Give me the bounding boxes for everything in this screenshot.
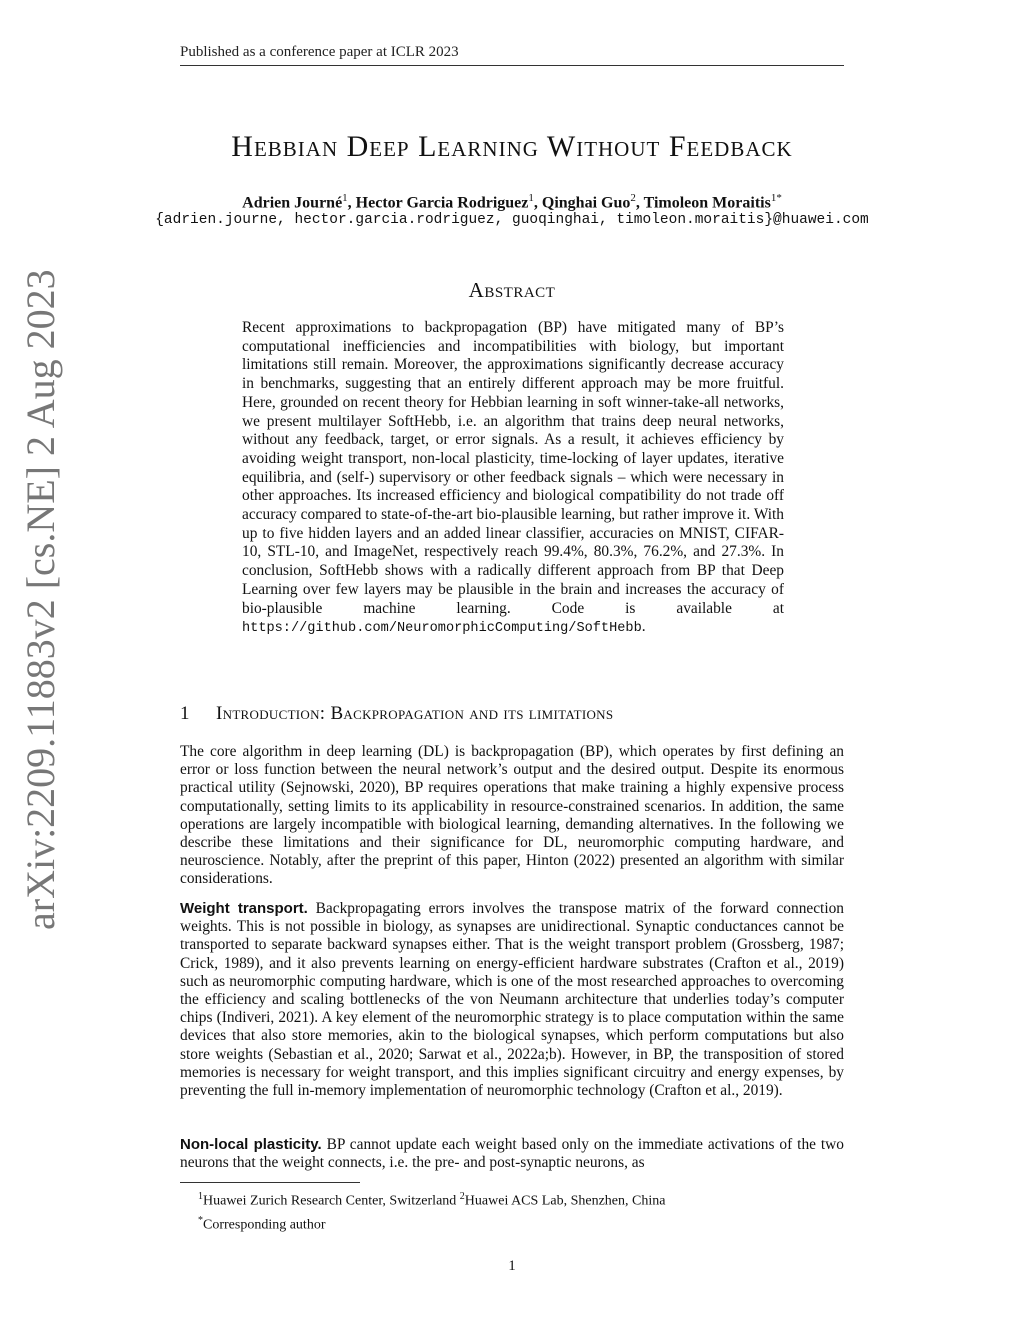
- author-emails: {adrien.journe, hector.garcia.rodriguez, guoqinghai, timoleon.moraitis}@huawei.com: [155, 212, 869, 228]
- author-name: Hector Garcia Rodriguez: [355, 194, 529, 212]
- footnote-mark: 1: [198, 1191, 203, 1202]
- page-number: 1: [508, 1258, 516, 1274]
- author-affiliation: 2: [630, 192, 636, 204]
- footnote-corresponding: [198, 1211, 665, 1235]
- abstract-text: Recent approximations to backpropagation (BP) have mitigated many of BP’s computational inefficiencies and incompatibilities with biology, but important limitations still remain. Moreover, the approximations significantly decrease accuracy in benchmarks, suggesting that an entirely different approach may be more fruitful. Here, grounded on recent theory for Hebbian learning in soft winner-take-all networks, we present multilayer SoftHebb, i.e. an algorithm that trains deep neural networks, without any feedback, target, or error signals. As a result, it achieves efficiency by avoiding weight transport, non-local plasticity, time-locking of layer updates, iterative equilibria, and (self-) supervisory or other feedback signals – which were necessary in other approaches. Its increased efficiency and biological compatibility do not trade off accuracy compared to state-of-the-art bio-plausible learning, but rather improve it. With up to five hidden layers and an added linear classifier, accuracies on MNIST, CIFAR-10, STL-10, and ImageNet, respectively reach 99.4%, 80.3%, 76.2%, and 27.3%. In conclusion, SoftHebb shows with a radically different approach from BP that Deep Learning over few layers may be plausible in the brain and increases the accuracy of bio-plausible machine learning. Code is available at: [242, 319, 784, 617]
- weight-transport-heading: Weight transport.: [180, 900, 308, 917]
- footnote-mark: *: [198, 1214, 203, 1226]
- nonlocal-plasticity-paragraph: [180, 1136, 844, 1172]
- footnote-text: Huawei ACS Lab, Shenzhen, China: [464, 1193, 666, 1209]
- paper-title: Hebbian Deep Learning Without Feedback: [231, 130, 793, 163]
- section-title: Introduction: Backpropagation and its limitations: [216, 703, 614, 724]
- author-affiliation: 1*: [770, 192, 782, 204]
- author-affiliation: 1: [342, 192, 348, 204]
- footnote-mark: 2: [459, 1191, 465, 1202]
- author-name: Timoleon Moraitis: [643, 194, 771, 212]
- footnote-affiliations: [198, 1187, 665, 1211]
- weight-transport-text: Backpropagating errors involves the transpose matrix of the forward connection weights. This is not possible in biology, as synapses are unidirectional. Synaptic conductances cannot be transported to separate backward synapses either. That is the weight transport problem (Grossberg, 1987; Crick, 1989), and it also prevents learning on energy-efficient hardware substrates (Crafton et al., 2019) such as neuromorphic computing hardware, which is one of the most researched approaches to overcoming the efficiency and scaling bottlenecks of the von Neumann architecture that underlies today’s computer chips (Indiveri, 2021). A key element of the neuromorphic strategy is to place computation within the same devices that also store memories, akin to the biological synapses, which perform computations but also store weights (Sebastian et al., 2020; Sarwat et al., 2022a;b). However, in BP, the transposition of stored memories is necessary for weight transport, and this implies significant circuitry and energy expenses, by preventing the full in-memory implementation of neuromorphic technology (Crafton et al., 2019).: [180, 900, 844, 1100]
- running-header: Published as a conference paper at ICLR 2023: [180, 44, 459, 60]
- author-name: Qinghai Guo: [541, 194, 631, 212]
- abstract-body: Recent approximations to backpropagation (BP) have mitigated many of BP’s computational inefficiencies and incompatibilities with biology, but important limitations still remain. Moreover, the approximations significantly decrease accuracy in benchmarks, suggesting that an entirely different approach may be more fruitful. Here, grounded on recent theory for Hebbian learning in soft winner-take-all networks, we present multilayer SoftHebb, i.e. an algorithm that trains deep neural networks, without any feedback, target, or error signals. As a result, it achieves efficiency by avoiding weight transport, non-local plasticity, time-locking of layer updates, iterative equilibria, and (self-) supervisory or other feedback signals – which were necessary in other approaches. Its increased efficiency and biological compatibility do not trade off accuracy compared to state-of-the-art bio-plausible learning, but rather improve it. With up to five hidden layers and an added linear classifier, accuracies on MNIST, CIFAR-10, STL-10, and ImageNet, respectively reach 99.4%, 80.3%, 76.2%, and 27.3%. In conclusion, SoftHebb shows with a radically different approach from BP that Deep Learning over few layers may be plausible in the brain and increases the accuracy of bio-plausible machine learning. Code is available at https://github.com/NeuromorphicComputing/SoftHebb.: [242, 319, 784, 637]
- author-list: Adrien Journé$^1$, Hector Garcia Rodriguez$^1$, Qinghai Guo$^2$, Timoleon Moraitis$^{1*}$: [242, 192, 782, 212]
- arxiv-identifier: arXiv:2209.11883v2 [cs.NE] 2 Aug 2023: [18, 269, 63, 930]
- footnote-text: Corresponding author: [203, 1217, 326, 1233]
- intro-paragraph: The core algorithm in deep learning (DL) is backpropagation (BP), which operates by first defining an error or loss function between the neural network’s output and the desired output. Despite its enormous practical utility (Sejnowski, 2020), BP requires operations that make training a highly expensive process computationally, setting limits to its applicability in resource-constrained scenarios. In addition, the same operations are largely incompatible with biological learning, demanding alternatives. In the following we describe these limitations and their significance for DL, neuromorphic computing hardware, and neuroscience. Notably, after the preprint of this paper, Hinton (2022) presented an algorithm with similar considerations.: [180, 743, 844, 888]
- nonlocal-plasticity-text: BP cannot update each weight based only on the immediate activations of the two neurons that the weight connects, i.e. the pre- and post-synaptic neurons, as: [180, 1136, 844, 1172]
- footnote-text: Huawei Zurich Research Center, Switzerland: [203, 1193, 457, 1209]
- header-rule: [180, 65, 844, 66]
- author-name: Adrien Journé: [242, 194, 343, 212]
- section-heading: [180, 703, 613, 725]
- section-number: 1: [180, 703, 190, 724]
- footnotes: [198, 1187, 665, 1234]
- code-link[interactable]: https://github.com/NeuromorphicComputing/SoftHebb: [242, 621, 642, 637]
- nonlocal-plasticity-heading: Non-local plasticity.: [180, 1136, 322, 1153]
- footnote-rule: [180, 1182, 360, 1183]
- abstract-heading: Abstract: [468, 278, 556, 302]
- weight-transport-paragraph: [180, 900, 844, 1100]
- author-affiliation: 1: [528, 192, 534, 204]
